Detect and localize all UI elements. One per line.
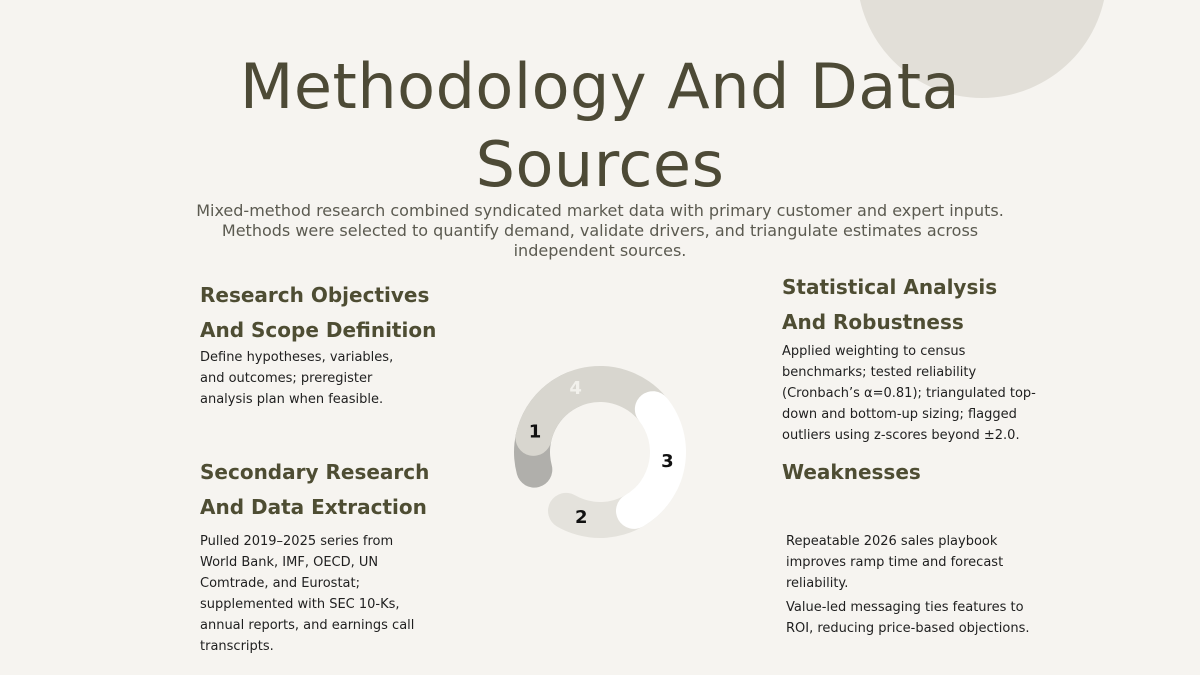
ring-label-3: 3 <box>661 450 674 472</box>
ring-label-4: 4 <box>569 378 582 400</box>
weaknesses-body <box>786 531 1048 639</box>
weaknesses-text-2: Value-led messaging ties features to ROI, reducing price-based objections. <box>786 600 1030 636</box>
page-subtitle: Mixed-method research combined syndicated market data with primary customer and expert inputs. Methods were selected to quantify demand, validate drivers, and triangulate estimates across independent sources. <box>196 201 1004 260</box>
ring-label-1: 1 <box>528 421 542 443</box>
ring-segment-3 <box>616 391 686 529</box>
statistical-body <box>782 341 1044 446</box>
weaknesses-heading: Weaknesses <box>782 460 921 484</box>
ring-label-2: 2 <box>574 506 588 528</box>
cycle-diagram <box>500 352 700 552</box>
objectives-text: Define hypotheses, variables, and outcomes; preregister analysis plan when feasible. <box>200 350 394 407</box>
secondary-body <box>200 531 420 657</box>
statistical-text: Applied weighting to census benchmarks; tested reliability (Cronbach’s α=0.81); triangulated top-down and bottom-up sizing; flagged outliers using z-scores beyond ±2.0. <box>782 344 1036 443</box>
weaknesses-text-1: Repeatable 2026 sales playbook improves ramp time and forecast reliability. <box>786 534 1004 591</box>
objectives-heading: Research Objectives And Scope Definition <box>200 283 437 342</box>
secondary-text: Pulled 2019–2025 series from World Bank, IMF, OECD, UN Comtrade, and Eurostat; supplemented with SEC 10-Ks, annual reports, and earnings call transcripts. <box>200 534 415 654</box>
secondary-heading: Secondary Research And Data Extraction <box>200 460 430 519</box>
page-title: Methodology And Data Sources <box>239 50 961 201</box>
statistical-heading: Statistical Analysis And Robustness <box>782 275 998 334</box>
objectives-body <box>200 347 415 410</box>
